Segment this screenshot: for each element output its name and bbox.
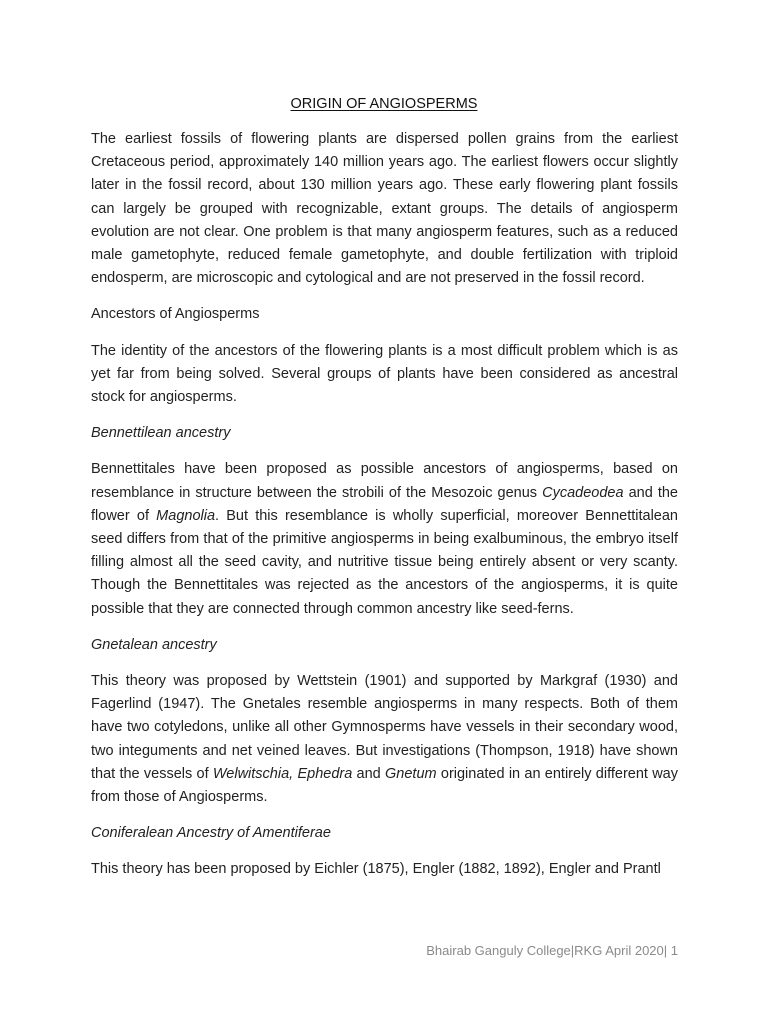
bennettilean-text-3: . But this resemblance is wholly superficial, moreover Bennettitalean seed differs from that of the primitive angiosperms in being exalbuminous, the embryo itself filling almost all the seed cavity, and nutritive tissue being entirely absent or very scanty. Though the Bennettitales was rejected as the ancestors of the angiosperms, it is quite possible that they are connected through common ancestry like seed-ferns.: [91, 507, 678, 617]
subheading-bennettilean: Bennettilean ancestry: [91, 425, 231, 442]
gnetalean-text-1: This theory was proposed by Wettstein (1901) and supported by Markgraf (1930) and Fagerlind (1947). The Gnetales resemble angiosperms in many respects. Both of them have two cotyledons, unlike all other Gymnosperms have vessels in their secondary wood, two integuments and net veined leaves. But investigations (Thompson, 1918) have shown that the vessels of: [91, 673, 678, 782]
bennettilean-text-1: Bennettitales have been proposed as possible ancestors of angiosperms, based on resemblance in structure between the strobili of the Mesozoic genus: [91, 461, 678, 501]
page-footer: Bhairab Ganguly College|RKG April 2020| 1: [426, 943, 678, 958]
genus-gnetum: Gnetum: [385, 765, 437, 782]
coniferalean-paragraph: This theory has been proposed by Eichler (1875), Engler (1882, 1892), Engler and Prantl: [91, 861, 661, 878]
gnetalean-text-2: and: [352, 765, 386, 782]
page-title: ORIGIN OF ANGIOSPERMS: [290, 96, 478, 112]
gnetalean-paragraph: [91, 670, 678, 809]
intro-paragraph: The earliest fossils of flowering plants are dispersed pollen grains from the earliest Cretaceous period, approximately 140 million years ago. The earliest flowers occur slightly later in the fossil record, about 130 million years ago. These early flowering plant fossils can largely be grouped with recognizable, extant groups. The details of angiosperm evolution are not clear. One problem is that many angiosperm features, such as a reduced male gametophyte, reduced female gametophyte, and double fertilization with triploid endosperm, are microscopic and cytological and are not preserved in the fossil record.: [91, 131, 678, 287]
ancestors-paragraph: The identity of the ancestors of the flowering plants is a most difficult problem which is as yet far from being solved. Several groups of plants have been considered as ancestral stock for angiosperms.: [91, 342, 678, 406]
genus-cycadeodea: Cycadeodea: [542, 484, 624, 501]
genus-welwitschia-ephedra: Welwitschia, Ephedra: [212, 765, 353, 782]
genus-magnolia: Magnolia: [156, 507, 216, 524]
document-body: [91, 128, 678, 882]
subheading-gnetalean: Gnetalean ancestry: [91, 636, 217, 653]
bennettilean-text-2: and the flower of: [91, 484, 678, 524]
bennettilean-paragraph: [91, 458, 678, 620]
gnetalean-text-3: originated in an entirely different way from those of Angiosperms.: [91, 765, 678, 806]
subheading-coniferalean: Coniferalean Ancestry of Amentiferae: [91, 825, 331, 842]
section-heading-ancestors: Ancestors of Angiosperms: [91, 306, 260, 323]
